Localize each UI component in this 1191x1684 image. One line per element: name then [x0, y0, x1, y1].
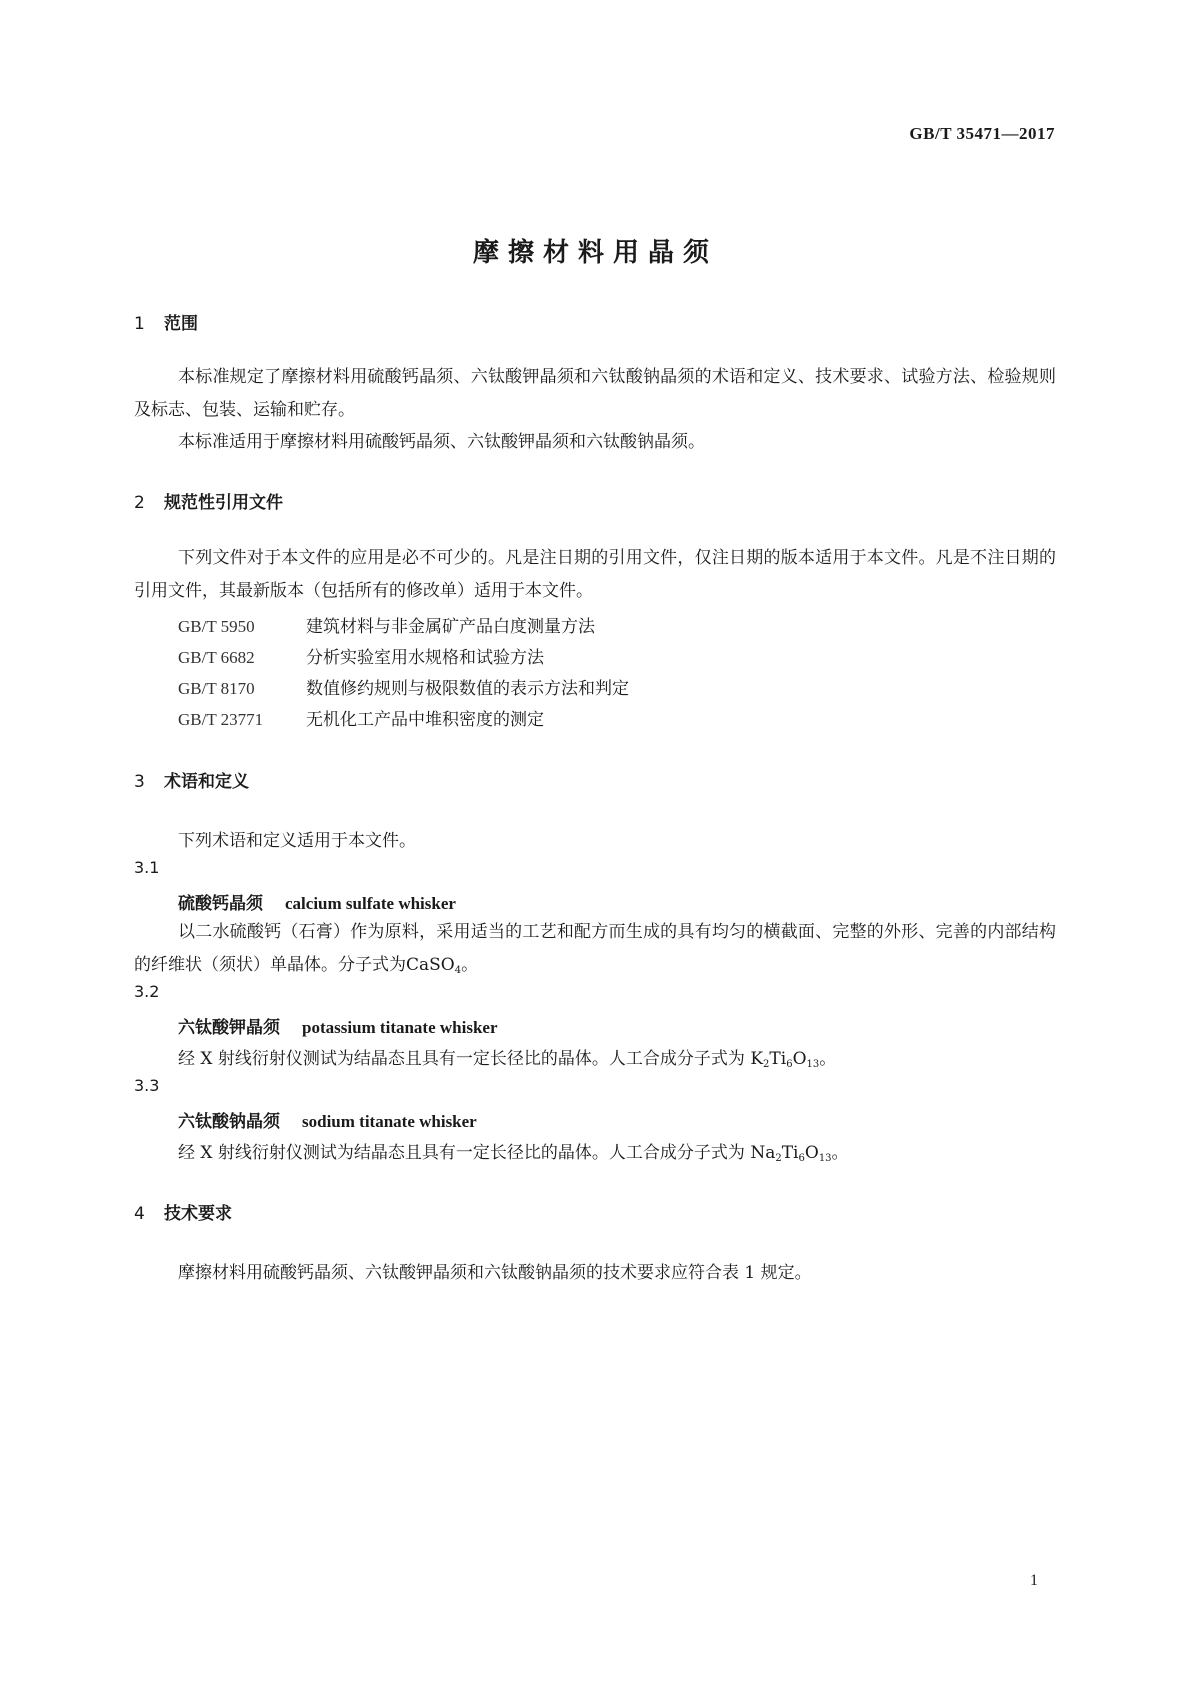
section-1-paragraph-2: 本标准适用于摩擦材料用硫酸钙晶须、六钛酸钾晶须和六钛酸钠晶须。	[178, 432, 705, 452]
section-number: 1	[134, 314, 145, 334]
reference-code: GB/T 6682	[178, 648, 255, 667]
term-heading	[178, 1013, 498, 1038]
definition-text: 以二水硫酸钙（石膏）作为原料，采用适当的工艺和配方而生成的具有均匀的横截面、完整的外形、完善的内部结构的纤维状（须状）单晶体。分子式为	[134, 922, 1056, 975]
reference-code: GB/T 8170	[178, 679, 255, 698]
reference-item	[178, 643, 544, 668]
chemical-formula: $K_2Ti_6O_{13}$。	[750, 1049, 837, 1070]
term-zh: 六钛酸钾晶须	[178, 1018, 280, 1038]
section-1-heading	[134, 309, 198, 334]
reference-title: 分析实验室用水规格和试验方法	[306, 648, 544, 668]
term-definition	[134, 916, 1056, 987]
section-title: 术语和定义	[164, 772, 249, 792]
section-number: 2	[134, 493, 145, 513]
standard-code: GB/T 35471—2017	[909, 124, 1055, 143]
term-definition	[178, 1044, 836, 1070]
term-zh: 硫酸钙晶须	[178, 894, 263, 914]
reference-code: GB/T 23771	[178, 710, 264, 729]
term-en: sodium titanate whisker	[302, 1112, 477, 1131]
reference-title: 无机化工产品中堆积密度的测定	[306, 710, 544, 730]
section-4-heading	[134, 1199, 232, 1224]
section-1-paragraph-1: 本标准规定了摩擦材料用硫酸钙晶须、六钛酸钾晶须和六钛酸钠晶须的术语和定义、技术要求、试验方法、检验规则及标志、包装、运输和贮存。	[134, 367, 1056, 420]
clause-number: 3.2	[134, 982, 160, 1001]
clause-number: 3.3	[134, 1076, 160, 1095]
reference-title: 数值修约规则与极限数值的表示方法和判定	[306, 679, 629, 699]
reference-title: 建筑材料与非金属矿产品白度测量方法	[306, 617, 595, 637]
section-title: 规范性引用文件	[164, 493, 283, 513]
chemical-formula: CaSO$_4$。	[406, 955, 479, 976]
reference-code: GB/T 5950	[178, 617, 255, 636]
document-title: 摩擦材料用晶须	[472, 238, 718, 268]
term-en: potassium titanate whisker	[302, 1018, 498, 1037]
section-title: 技术要求	[164, 1204, 232, 1224]
term-en: calcium sulfate whisker	[285, 894, 456, 913]
term-zh: 六钛酸钠晶须	[178, 1112, 280, 1132]
section-3-intro: 下列术语和定义适用于本文件。	[178, 831, 416, 851]
section-title: 范围	[164, 314, 198, 334]
reference-item	[178, 705, 544, 730]
section-number: 3	[134, 772, 145, 792]
section-4-paragraph-1: 摩擦材料用硫酸钙晶须、六钛酸钾晶须和六钛酸钠晶须的技术要求应符合表 1 规定。	[178, 1263, 812, 1283]
section-2-paragraph-1: 下列文件对于本文件的应用是必不可少的。凡是注日期的引用文件，仅注日期的版本适用于本文件。凡是不注日期的引用文件，其最新版本（包括所有的修改单）适用于本文件。	[134, 548, 1056, 601]
term-heading	[178, 889, 456, 914]
term-definition	[178, 1138, 849, 1164]
clause-number: 3.1	[134, 858, 160, 877]
definition-text: 经 X 射线衍射仪测试为结晶态且具有一定长径比的晶体。人工合成分子式为	[178, 1143, 745, 1163]
section-2-heading	[134, 488, 283, 513]
reference-item	[178, 612, 595, 637]
definition-text: 经 X 射线衍射仪测试为结晶态且具有一定长径比的晶体。人工合成分子式为	[178, 1049, 745, 1069]
chemical-formula: $Na_2Ti_6O_{13}$。	[750, 1143, 849, 1164]
section-3-heading	[134, 767, 249, 792]
reference-item	[178, 674, 629, 699]
term-heading	[178, 1107, 477, 1132]
page-number: 1	[1030, 1572, 1038, 1589]
section-number: 4	[134, 1204, 145, 1224]
